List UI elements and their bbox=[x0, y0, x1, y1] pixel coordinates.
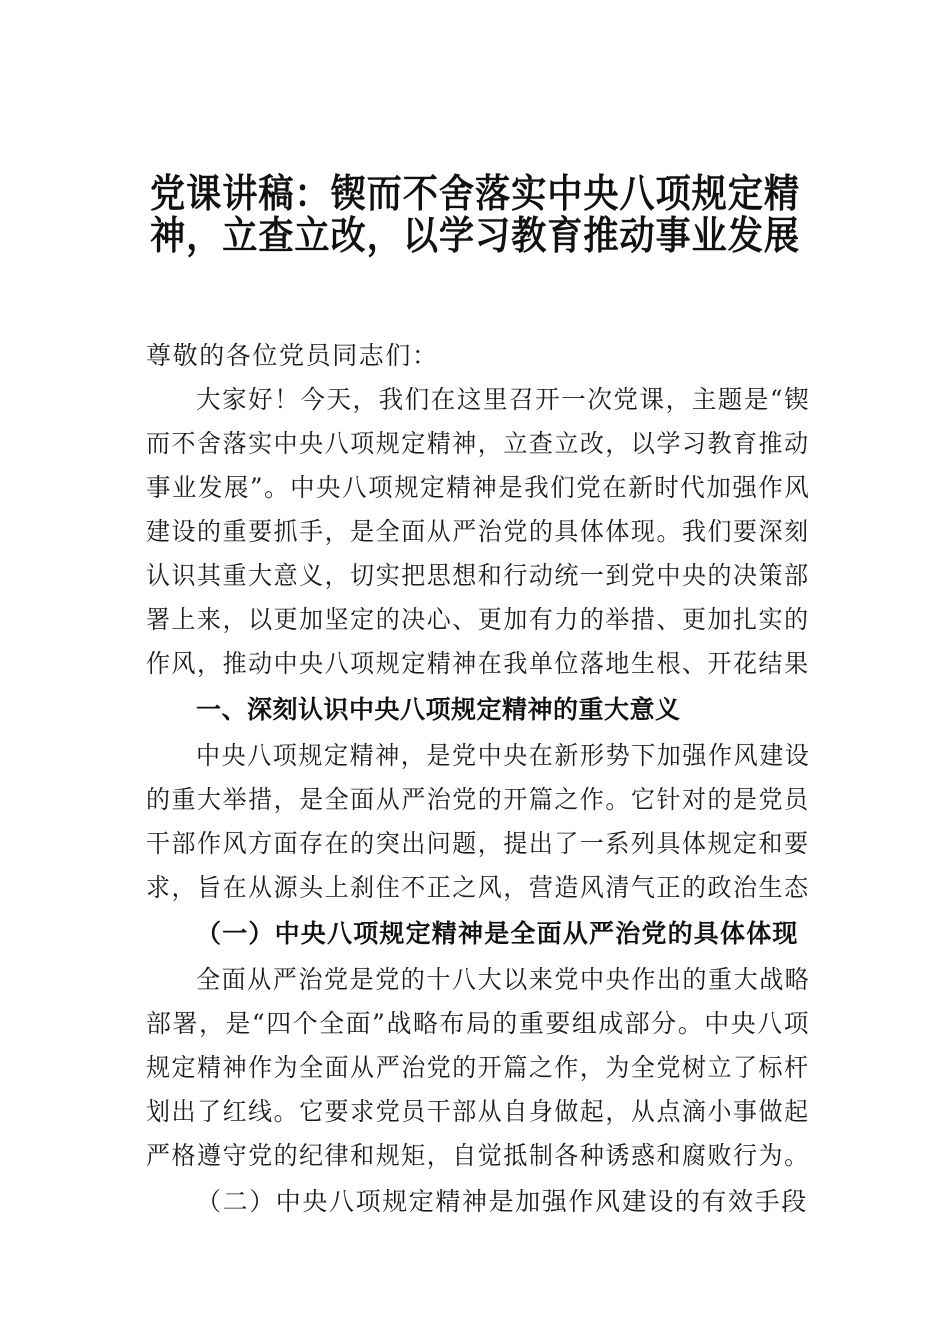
subsection1-line: 划出了红线。它要求党员干部从自身做起，从点滴小事做起 bbox=[146, 1097, 810, 1126]
subsection1-line: 部署，是“四个全面”战略布局的重要组成部分。中央八项 bbox=[146, 1009, 811, 1038]
intro-line: 而不舍落实中央八项规定精神，立查立改，以学习教育推动 bbox=[146, 429, 810, 458]
document-title-line-1: 党课讲稿：锲而不舍落实中央八项规定精 bbox=[149, 171, 801, 217]
subsection-heading-1: （一）中央八项规定精神是全面从严治党的具体体现 bbox=[196, 919, 799, 948]
subsection1-line: 全面从严治党是党的十八大以来党中央作出的重大战略 bbox=[196, 965, 811, 994]
subsection-heading-2: （二）中央八项规定精神是加强作风建设的有效手段 bbox=[196, 1187, 808, 1216]
section1-line: 中央八项规定精神，是党中央在新形势下加强作风建设 bbox=[196, 741, 811, 770]
section-heading-1: 一、深刻认识中央八项规定精神的重大意义 bbox=[196, 695, 681, 724]
intro-line: 作风，推动中央八项规定精神在我单位落地生根、开花结果 bbox=[146, 649, 810, 678]
intro-line: 建设的重要抓手，是全面从严治党的具体体现。我们要深刻 bbox=[146, 517, 810, 546]
section1-line: 的重大举措，是全面从严治党的开篇之作。它针对的是党员 bbox=[146, 785, 810, 814]
intro-line: 署上来，以更加坚定的决心、更加有力的举措、更加扎实的 bbox=[146, 605, 810, 634]
intro-line: 事业发展”。中央八项规定精神是我们党在新时代加强作风 bbox=[146, 473, 811, 502]
section1-line: 求，旨在从源头上刹住不正之风，营造风清气正的政治生态 bbox=[146, 873, 810, 902]
intro-line: 大家好！今天，我们在这里召开一次党课，主题是“锲 bbox=[196, 385, 811, 414]
document-title-line-2: 神，立查立改，以学习教育推动事业发展 bbox=[149, 213, 801, 259]
section1-line: 干部作风方面存在的突出问题，提出了一系列具体规定和要 bbox=[146, 829, 810, 858]
subsection1-line: 严格遵守党的纪律和规矩，自觉抵制各种诱惑和腐败行为。 bbox=[146, 1141, 810, 1170]
salutation: 尊敬的各位党员同志们： bbox=[146, 341, 439, 370]
subsection1-line: 规定精神作为全面从严治党的开篇之作，为全党树立了标杆 bbox=[146, 1053, 810, 1082]
intro-line: 认识其重大意义，切实把思想和行动统一到党中央的决策部 bbox=[146, 561, 810, 590]
